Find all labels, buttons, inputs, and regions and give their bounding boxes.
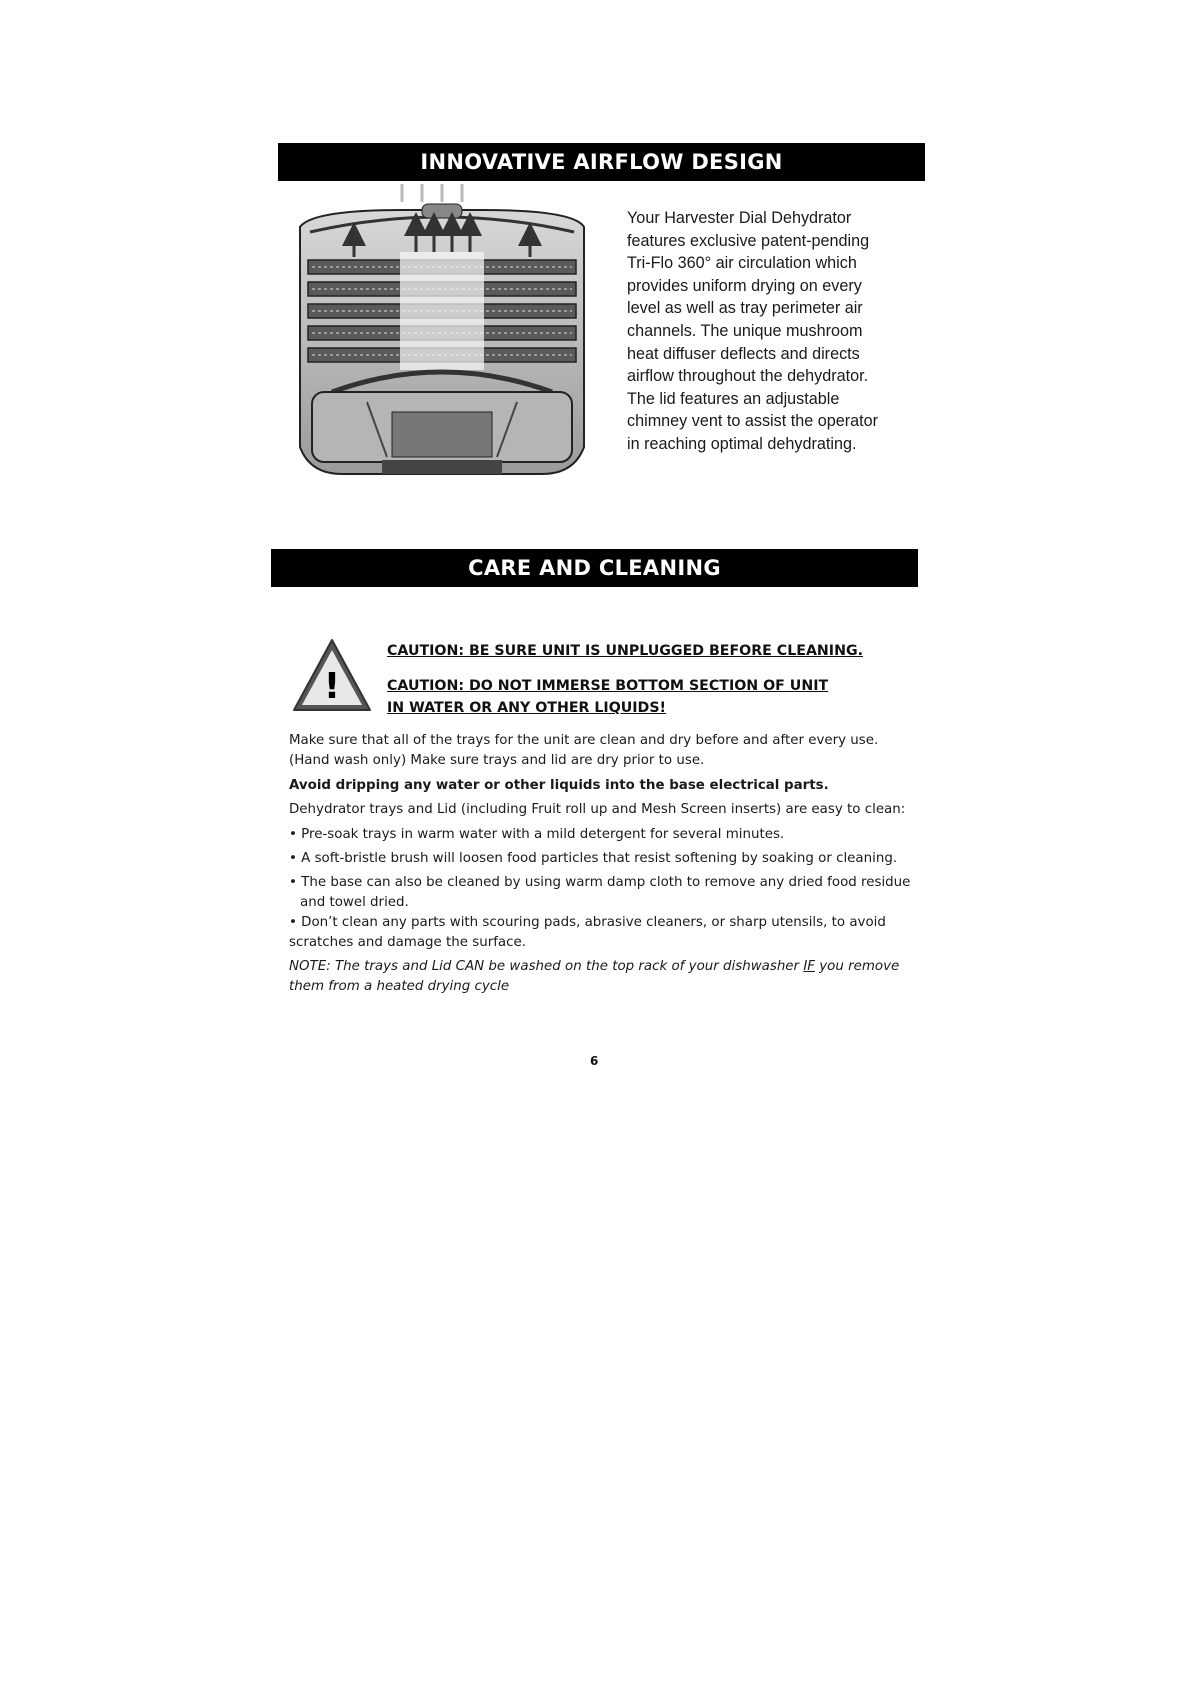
care-note [289, 957, 899, 997]
care-p1-line2: (Hand wash only) Make sure trays and lid are dry prior to use. [289, 753, 705, 768]
warning-symbol: ! [323, 666, 341, 707]
dehydrator-airflow-diagram [292, 182, 592, 497]
care-note-line1 [289, 957, 899, 977]
page-number: 6 [590, 1054, 599, 1068]
note-if: IF [803, 959, 815, 974]
care-bullet-1: • Pre-soak trays in warm water with a mild detergent for several minutes. [289, 827, 785, 842]
note-post: you remove [814, 959, 900, 974]
care-b4-line2: scratches and damage the surface. [289, 935, 526, 950]
care-bullet-4 [289, 913, 886, 953]
section-title-care: CARE AND CLEANING [271, 549, 918, 587]
airflow-line: Your Harvester Dial Dehydrator [627, 209, 852, 227]
care-p1-line1: Make sure that all of the trays for the unit are clean and dry before and after every use. [289, 733, 879, 748]
airflow-line: Tri-Flo 360° air circulation which [627, 254, 857, 273]
airflow-line: channels. The unique mushroom [627, 321, 863, 340]
care-paragraph-2: Avoid dripping any water or other liquids into the base electrical parts. [289, 778, 829, 793]
airflow-line: features exclusive patent-pending [627, 231, 870, 250]
airflow-line: The lid features an adjustable [627, 389, 840, 408]
airflow-line: airflow throughout the dehydrator. [627, 367, 869, 386]
care-b3-line2: and towel dried. [300, 895, 409, 910]
caution-immerse-line1: CAUTION: DO NOT IMMERSE BOTTOM SECTION OF UNIT [387, 678, 829, 694]
caution-unplug: CAUTION: BE SURE UNIT IS UNPLUGGED BEFORE CLEANING. [387, 643, 863, 659]
airflow-line: in reaching optimal dehydrating. [627, 434, 857, 453]
care-paragraph-1 [289, 731, 878, 771]
care-b4-line1: • Don’t clean any parts with scouring pads, abrasive cleaners, or sharp utensils, to avoid [289, 915, 886, 930]
care-note-line2: them from a heated drying cycle [289, 979, 510, 994]
care-b3-line1: • The base can also be cleaned by using warm damp cloth to remove any dried food residue [289, 875, 911, 890]
airflow-line: provides uniform drying on every [627, 276, 862, 295]
airflow-line: heat diffuser deflects and directs [627, 344, 860, 363]
section-title-airflow: INNOVATIVE AIRFLOW DESIGN [278, 143, 925, 181]
note-pre: NOTE: The trays and Lid CAN be washed on the top rack of your dishwasher [289, 959, 804, 974]
care-paragraph-3: Dehydrator trays and Lid (including Fruit roll up and Mesh Screen inserts) are easy to clean: [289, 802, 906, 817]
warning-triangle-icon [290, 636, 374, 716]
airflow-line: level as well as tray perimeter air [627, 299, 863, 318]
airflow-description [627, 207, 902, 456]
caution-immerse-line2: IN WATER OR ANY OTHER LIQUIDS! [387, 700, 667, 716]
care-bullet-2: • A soft-bristle brush will loosen food particles that resist softening by soaking or cleaning. [289, 851, 898, 866]
care-bullet-3 [289, 873, 910, 913]
caution-immerse [387, 675, 828, 719]
airflow-line: chimney vent to assist the operator [627, 412, 879, 431]
